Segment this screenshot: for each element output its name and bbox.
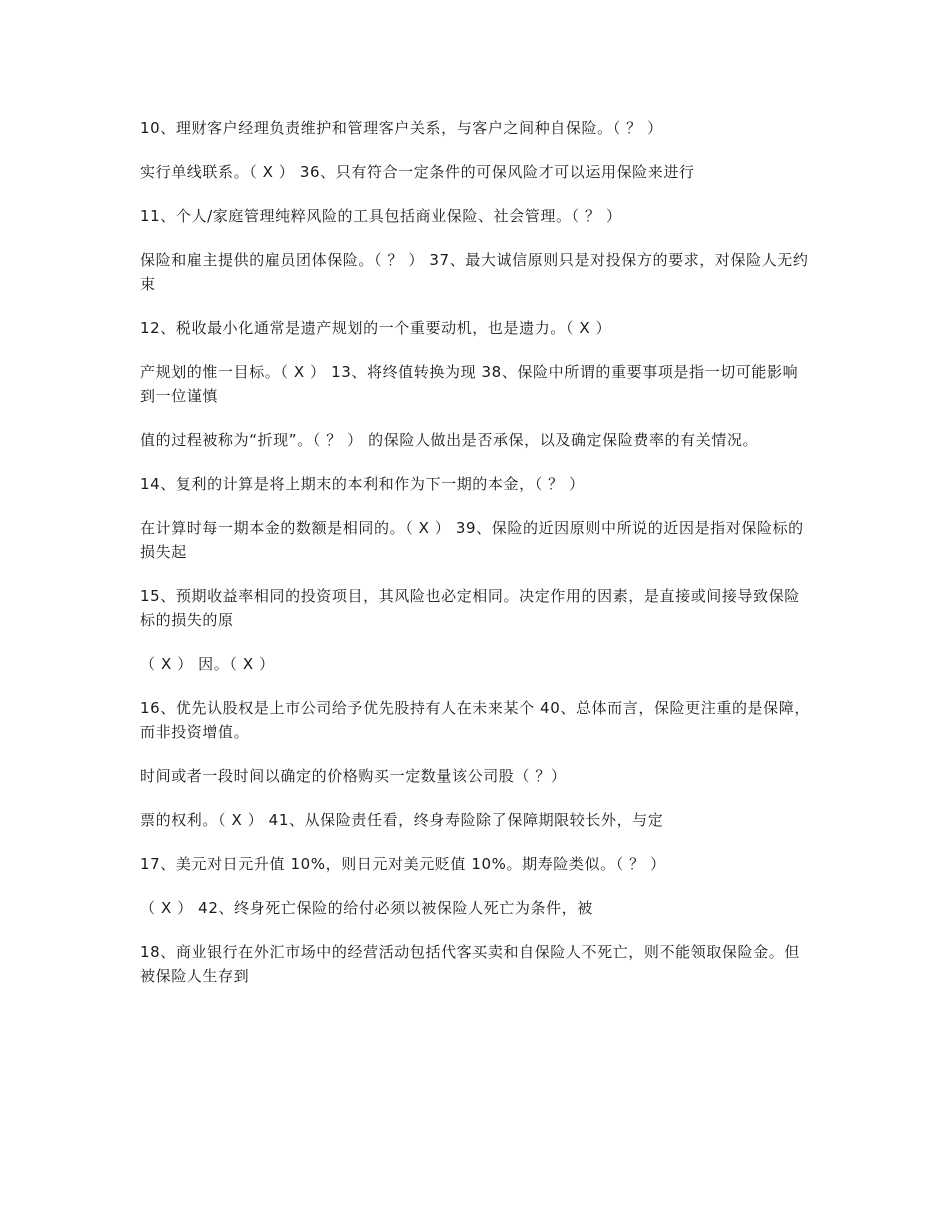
paragraph-9: 在计算时每一期本金的数额是相同的。（ X ） 39、保险的近因原则中所说的近因是指对保险标的损失起 — [140, 519, 804, 561]
paragraph-16: （ X ） 42、终身死亡保险的给付必须以被保险人死亡为条件，被 — [140, 899, 593, 917]
paragraph-3: 11、个人/家庭管理纯粹风险的工具包括商业保险、社会管理。（ ？ ） — [140, 207, 622, 225]
paragraph-11: （ X ） 因。（ X ） — [140, 655, 275, 673]
paragraph-14: 票的权利。（ X ） 41、从保险责任看，终身寿险除了保障期限较长外，与定 — [140, 811, 664, 829]
paragraph-8: 14、复利的计算是将上期末的本利和作为下一期的本金，（ ？ ） — [140, 475, 585, 493]
paragraph-5: 12、税收最小化通常是遗产规划的一个重要动机，也是遗力。（ X ） — [140, 319, 612, 337]
paragraph-7: 值的过程被称为“折现”。（ ？ ） 的保险人做出是否承保，以及确定保险费率的有关情况。 — [140, 431, 759, 449]
document-body — [140, 116, 812, 1008]
paragraph-10: 15、预期收益率相同的投资项目，其风险也必定相同。决定作用的因素，是直接或间接导致保险标的损失的原 — [140, 587, 800, 629]
paragraph-4: 保险和雇主提供的雇员团体保险。（ ？ ） 37、最大诚信原则只是对投保方的要求，对保险人无约束 — [140, 251, 809, 293]
paragraph-2: 实行单线联系。（ X ） 36、只有符合一定条件的可保风险才可以运用保险来进行 — [140, 163, 695, 181]
paragraph-13: 时间或者一段时间以确定的价格购买一定数量该公司股（ ？） — [140, 767, 567, 785]
paragraph-12: 16、优先认股权是上市公司给予优先股持有人在未来某个 40、总体而言，保险更注重的是保障，而非投资增值。 — [140, 699, 810, 741]
paragraph-1: 10、理财客户经理负责维护和管理客户关系，与客户之间种自保险。（ ？ ） — [140, 119, 663, 137]
paragraph-15: 17、美元对日元升值 10%，则日元对美元贬值 10%。期寿险类似。（ ？ ） — [140, 855, 666, 873]
paragraph-6: 产规划的惟一目标。（ X ） 13、将终值转换为现 38、保险中所谓的重要事项是指一切可能影响到一位谨慎 — [140, 363, 799, 405]
paragraph-17: 18、商业银行在外汇市场中的经营活动包括代客买卖和自保险人不死亡，则不能领取保险金。但被保险人生存到 — [140, 943, 800, 985]
